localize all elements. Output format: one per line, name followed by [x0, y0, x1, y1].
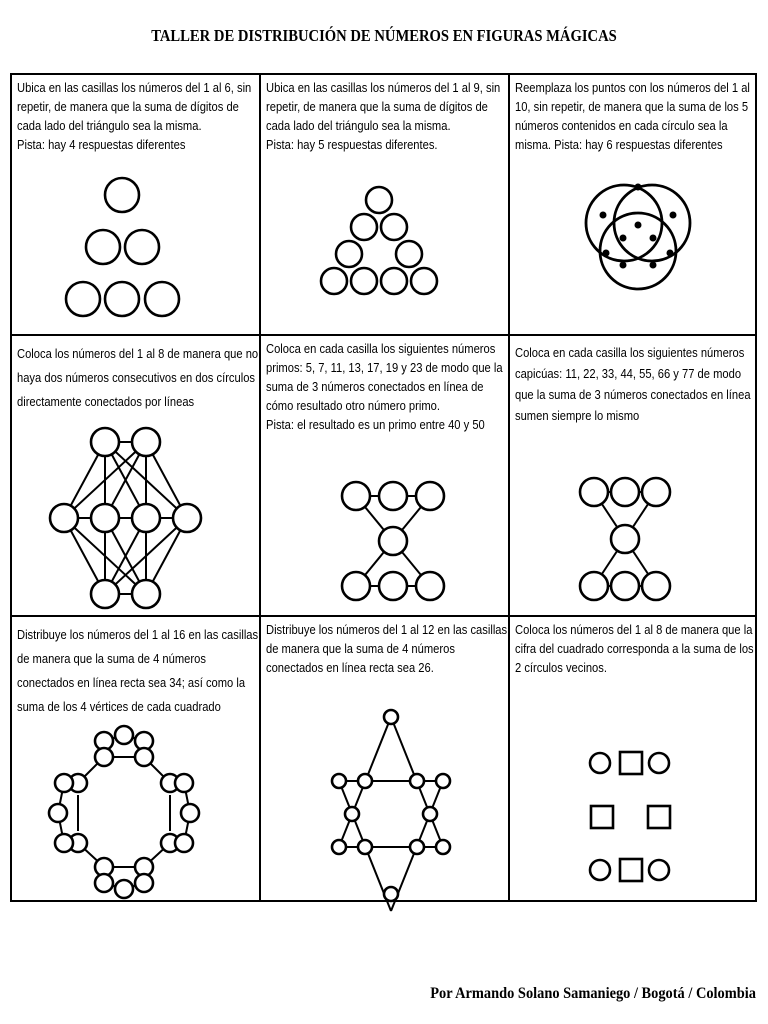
text-line: Ubica en las casillas los números del 1 al 6, sin [17, 80, 252, 95]
squares-sum-figure [510, 617, 757, 902]
sum-square[interactable] [620, 859, 642, 881]
number-circle[interactable] [590, 860, 610, 880]
number-circle[interactable] [358, 774, 372, 788]
number-circle[interactable] [649, 753, 669, 773]
text-line: conectados en línea recta sea 26. [266, 660, 434, 675]
text-line: de manera que la suma de 4 números [266, 641, 455, 656]
number-circle[interactable] [95, 748, 113, 766]
number-circle[interactable] [381, 214, 407, 240]
number-circle[interactable] [332, 774, 346, 788]
number-circle[interactable] [336, 241, 362, 267]
placeholder-dot[interactable] [620, 235, 627, 242]
number-circle[interactable] [358, 840, 372, 854]
triangle-6-figure [12, 75, 259, 334]
placeholder-dot[interactable] [667, 250, 674, 257]
number-circle[interactable] [411, 268, 437, 294]
number-circle[interactable] [175, 774, 193, 792]
number-circle[interactable] [105, 178, 139, 212]
number-circle[interactable] [332, 840, 346, 854]
placeholder-dot[interactable] [650, 235, 657, 242]
number-circle[interactable] [135, 874, 153, 892]
number-circle[interactable] [611, 572, 639, 600]
text-line: Pista: hay 4 respuestas diferentes [17, 137, 186, 152]
text-line: Pista: el resultado es un primo entre 40 y 50 [266, 417, 485, 432]
number-circle[interactable] [95, 874, 113, 892]
number-circle[interactable] [91, 428, 119, 456]
number-circle[interactable] [175, 834, 193, 852]
puzzle-cell-squares-16 [12, 617, 259, 902]
number-circle[interactable] [55, 774, 73, 792]
text-line: que la suma de 3 números conectados en línea [515, 387, 751, 402]
text-line: capicúas: 11, 22, 33, 44, 55, 66 y 77 de modo [515, 366, 742, 381]
page-title: TALLER DE DISTRIBUCIÓN DE NÚMEROS EN FIGURAS MÁGICAS [151, 26, 617, 45]
text-line: haya dos números consecutivos en dos círculos [17, 370, 256, 385]
number-circle[interactable] [351, 214, 377, 240]
author-credit: Por Armando Solano Samaniego / Bogotá / Colombia [430, 985, 756, 1002]
text-line: cómo resultado otro número primo. [266, 398, 440, 413]
number-circle[interactable] [379, 572, 407, 600]
number-circle[interactable] [366, 187, 392, 213]
number-circle[interactable] [649, 860, 669, 880]
text-line: cada lado del triángulo sea la misma. [266, 118, 451, 133]
number-circle[interactable] [66, 282, 100, 316]
placeholder-dot[interactable] [670, 212, 677, 219]
number-circle[interactable] [132, 580, 160, 608]
text-line: Ubica en las casillas los números del 1 al 9, sin [266, 80, 501, 95]
placeholder-dot[interactable] [603, 250, 610, 257]
text-line: sumen siempre lo mismo [515, 408, 640, 423]
number-circle[interactable] [611, 478, 639, 506]
number-circle[interactable] [86, 230, 120, 264]
text-line: Coloca los números del 1 al 8 de manera que no [17, 346, 259, 361]
text-line: 10, sin repetir, de manera que la suma de los 5 [515, 99, 749, 114]
number-circle[interactable] [423, 807, 437, 821]
puzzle-cell-primes [261, 336, 508, 615]
number-circle[interactable] [611, 525, 639, 553]
placeholder-dot[interactable] [635, 184, 642, 191]
number-circle[interactable] [55, 834, 73, 852]
text-line: Coloca en cada casilla los siguientes números [515, 345, 745, 360]
number-circle[interactable] [125, 230, 159, 264]
text-line: Distribuye los números del 1 al 12 en las casillas [266, 622, 508, 637]
number-circle[interactable] [49, 804, 67, 822]
puzzle-cell-squares-sum [510, 617, 757, 902]
number-circle[interactable] [580, 572, 608, 600]
text-line: suma de 3 números conectados en línea de [266, 379, 484, 394]
text-line: Coloca los números del 1 al 8 de manera que la [515, 622, 753, 637]
number-circle[interactable] [410, 774, 424, 788]
text-line: Reemplaza los puntos con los números del 1 al [515, 80, 750, 95]
number-circle[interactable] [384, 710, 398, 724]
squares-16-figure [12, 617, 259, 902]
star-12-figure [261, 617, 508, 902]
placeholder-dot[interactable] [650, 262, 657, 269]
text-line: repetir, de manera que la suma de dígitos de [17, 99, 239, 114]
text-line: 2 círculos vecinos. [515, 660, 607, 675]
number-circle[interactable] [436, 840, 450, 854]
number-circle[interactable] [91, 580, 119, 608]
puzzle-cell-star-12 [261, 617, 508, 902]
puzzle-grid [10, 73, 757, 902]
sum-square[interactable] [648, 806, 670, 828]
number-circle[interactable] [416, 572, 444, 600]
number-circle[interactable] [590, 753, 610, 773]
number-circle[interactable] [181, 804, 199, 822]
primes-figure [261, 336, 508, 615]
sum-square[interactable] [620, 752, 642, 774]
placeholder-dot[interactable] [620, 262, 627, 269]
number-circle[interactable] [145, 282, 179, 316]
number-circle[interactable] [321, 268, 347, 294]
number-circle[interactable] [416, 482, 444, 510]
consecutive-figure [12, 336, 259, 615]
number-circle[interactable] [384, 887, 398, 901]
puzzle-cell-triangle-9 [261, 75, 508, 334]
number-circle[interactable] [379, 482, 407, 510]
number-circle[interactable] [379, 527, 407, 555]
number-circle[interactable] [381, 268, 407, 294]
number-circle[interactable] [345, 807, 359, 821]
number-circle[interactable] [642, 478, 670, 506]
text-line: suma de los 4 vértices de cada cuadrado [17, 699, 221, 714]
palindromes-figure [510, 336, 757, 615]
number-circle[interactable] [173, 504, 201, 532]
text-line: misma. Pista: hay 6 respuestas diferentes [515, 137, 723, 152]
text-line: conectados en línea recta sea 34; así como la [17, 675, 246, 690]
number-circle[interactable] [351, 268, 377, 294]
text-line: cada lado del triángulo sea la misma. [17, 118, 202, 133]
puzzle-cell-consecutive [12, 336, 259, 615]
sum-square[interactable] [591, 806, 613, 828]
venn-figure [510, 75, 757, 334]
number-circle[interactable] [436, 774, 450, 788]
number-circle[interactable] [580, 478, 608, 506]
text-line: Pista: hay 5 respuestas diferentes. [266, 137, 438, 152]
text-line: de manera que la suma de 4 números [17, 651, 206, 666]
puzzle-cell-venn [510, 75, 757, 334]
number-circle[interactable] [105, 282, 139, 316]
text-line: primos: 5, 7, 11, 13, 17, 19 y 23 de modo que la [266, 360, 503, 375]
triangle-9-figure [261, 75, 508, 334]
number-circle[interactable] [135, 748, 153, 766]
placeholder-dot[interactable] [635, 222, 642, 229]
number-circle[interactable] [50, 504, 78, 532]
number-circle[interactable] [115, 880, 133, 898]
placeholder-dot[interactable] [600, 212, 607, 219]
number-circle[interactable] [91, 504, 119, 532]
text-line: repetir, de manera que la suma de dígitos de [266, 99, 488, 114]
text-line: directamente conectados por líneas [17, 394, 195, 409]
text-line: cifra del cuadrado corresponda a la suma de los [515, 641, 754, 656]
puzzle-cell-triangle-6 [12, 75, 259, 334]
number-circle[interactable] [396, 241, 422, 267]
number-circle[interactable] [132, 504, 160, 532]
number-circle[interactable] [342, 572, 370, 600]
number-circle[interactable] [410, 840, 424, 854]
text-line: Distribuye los números del 1 al 16 en las casillas [17, 627, 259, 642]
puzzle-cell-palindromes [510, 336, 757, 615]
text-line: Coloca en cada casilla los siguientes números [266, 341, 496, 356]
text-line: números contenidos en cada círculo sea la [515, 118, 728, 133]
number-circle[interactable] [132, 428, 160, 456]
number-circle[interactable] [342, 482, 370, 510]
number-circle[interactable] [642, 572, 670, 600]
number-circle[interactable] [115, 726, 133, 744]
